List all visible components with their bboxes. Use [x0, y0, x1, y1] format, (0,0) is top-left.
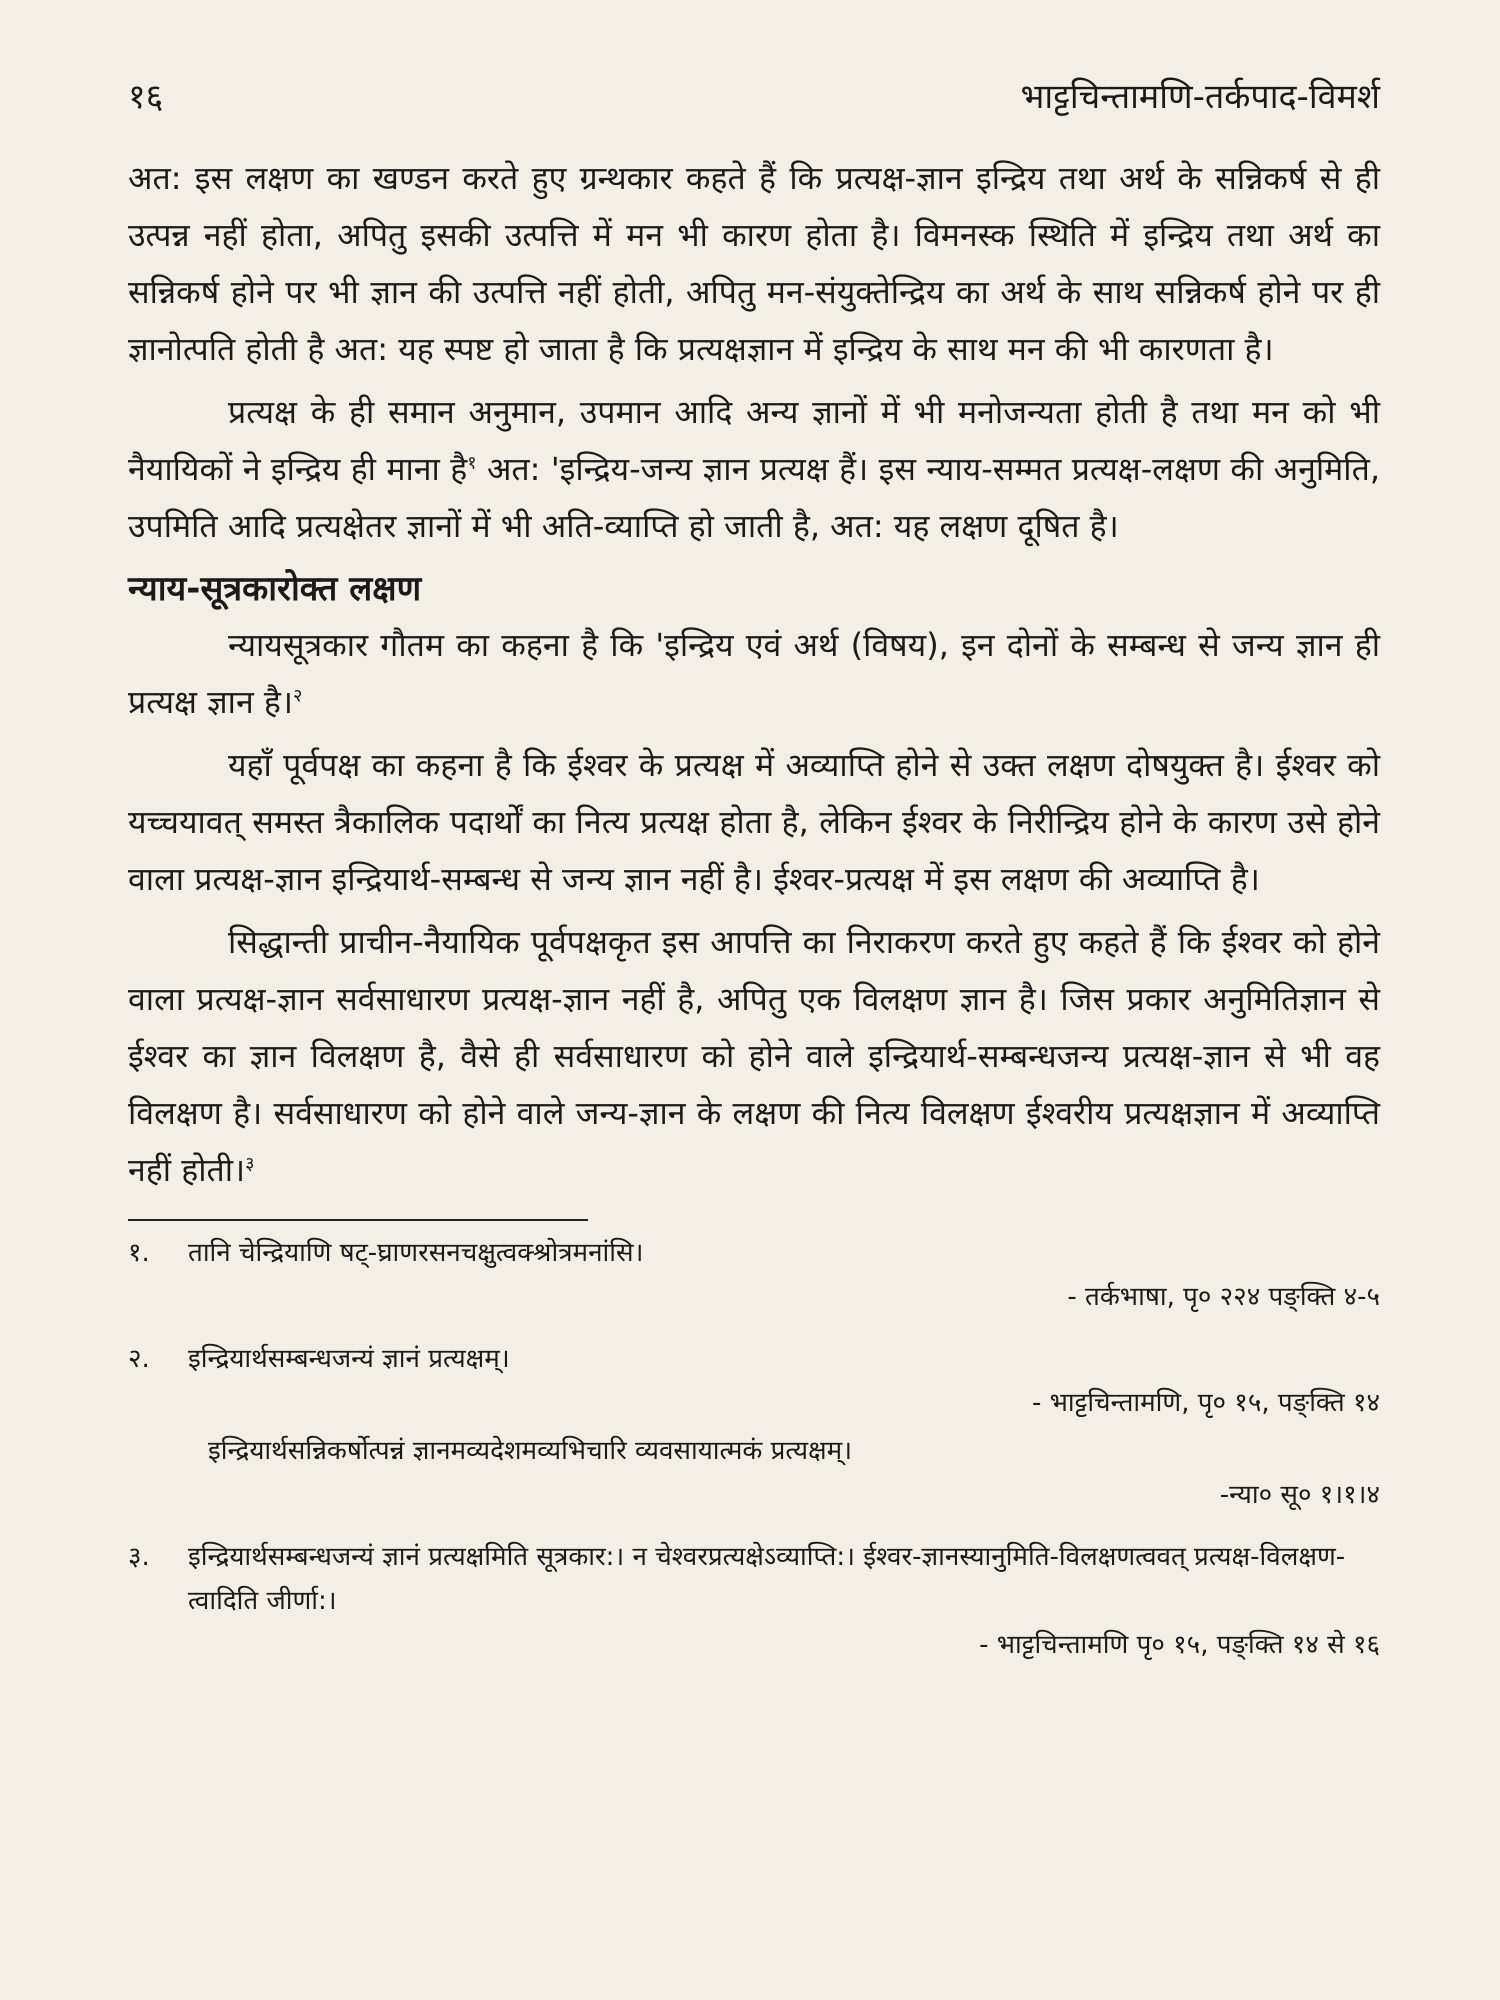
footnote-divider — [128, 1219, 588, 1221]
page-header — [128, 72, 1380, 122]
paragraph: यहाँ पूर्वपक्ष का कहना है कि ईश्वर के प्रत्यक्ष में अव्याप्ति होने से उक्त लक्षण दोषयुक्त है। ईश्वर को यच्चयावत् समस्त त्रैकालिक पदार्थों का नित्य प्रत्यक्ष होता है, लेकिन ईश्वर के निरीन्द्रिय होने के कारण उसे होने वाला प्रत्यक्ष-ज्ञान इन्द्रियार्थ-सम्बन्ध से जन्य ज्ञान नहीं है। ईश्वर-प्रत्यक्ष में इस लक्षण की अव्याप्ति है। — [128, 746, 1380, 898]
footnote-number: २. — [128, 1344, 150, 1374]
footnote-ref: १ — [467, 452, 477, 474]
main-text — [128, 150, 1380, 1685]
paragraph — [128, 617, 1380, 731]
section-heading: न्याय-सूत्रकारोक्त लक्षण — [128, 569, 422, 609]
page-number: १६ — [128, 77, 164, 117]
footnote-source: - तर्कभाषा, पृ० २२४ पङ्क्ति ४-५ — [1067, 1282, 1380, 1312]
running-title: भाट्टचिन्तामणि-तर्कपाद-विमर्श — [1020, 77, 1380, 117]
footnote-text: इन्द्रियार्थसम्बन्धजन्यं ज्ञानं प्रत्यक्षमिति सूत्रकार:। न चेश्वरप्रत्यक्षेऽव्याप्ति:। ईश्वर-ज्ञानस्यानुमिति-विलक्षणत्ववत् प्रत्यक्ष-विलक्षण-त्वादिति जीर्णा:। — [188, 1542, 1346, 1616]
footnote-source: -न्या० सू० १।१।४ — [1219, 1480, 1380, 1510]
paragraph — [128, 384, 1380, 555]
footnote — [128, 1535, 1380, 1623]
footnote-text: इन्द्रियार्थसम्बन्धजन्यं ज्ञानं प्रत्यक्षम्। — [188, 1344, 510, 1374]
footnote-text: तानि चेन्द्रियाणि षट्-घ्राणरसनचक्षुत्वक्श्रोत्रमनांसि। — [188, 1238, 644, 1268]
footnote-number: ३. — [128, 1542, 150, 1572]
footnote-text: इन्द्रियार्थसन्निकर्षोत्पन्नं ज्ञानमव्यदेशमव्यभिचारि व्यवसायात्मकं प्रत्यक्षम्। — [208, 1436, 853, 1466]
paragraph-text: प्रत्यक्ष के ही समान अनुमान, उपमान आदि अन्य ज्ञानों में भी मनोजन्यता होती है तथा मन को भी नैयायिकों ने इन्द्रिय ही माना है — [128, 393, 1380, 488]
footnote-source: - भाट्टचिन्तामणि पृ० १५, पङ्क्ति १४ से १६ — [979, 1630, 1380, 1660]
footnote-number: १. — [128, 1238, 150, 1268]
footnote-ref: ३ — [245, 1153, 255, 1175]
footnote — [128, 1231, 1380, 1275]
footnote-ref: २ — [293, 685, 303, 707]
footnote-source: - भाट्टचिन्तामणि, पृ० १५, पङ्क्ति १४ — [1031, 1388, 1380, 1418]
paragraph-text: न्यायसूत्रकार गौतम का कहना है कि 'इन्द्रिय एवं अर्थ (विषय), इन दोनों के सम्बन्ध से जन्य ज्ञान ही प्रत्यक्ष ज्ञान है। — [128, 626, 1380, 721]
footnote — [128, 1337, 1380, 1381]
paragraph-text: अत: 'इन्द्रिय-जन्य ज्ञान प्रत्यक्ष हैं। इस न्याय-सम्मत प्रत्यक्ष-लक्षण की अनुमिति, उपमिति आदि प्रत्यक्षेतर ज्ञानों में भी अति-व्याप्ति हो जाती है, अत: यह लक्षण दूषित है। — [128, 450, 1380, 545]
paragraph — [128, 914, 1380, 1199]
paragraph: अत: इस लक्षण का खण्डन करते हुए ग्रन्थकार कहते हैं कि प्रत्यक्ष-ज्ञान इन्द्रिय तथा अर्थ के सन्निकर्ष से ही उत्पन्न नहीं होता, अपितु इसकी उत्पत्ति में मन भी कारण होता है। विमनस्क स्थिति में इन्द्रिय तथा अर्थ का सन्निकर्ष होने पर भी ज्ञान की उत्पत्ति नहीं होती, अपितु मन-संयुक्तेन्द्रिय का अर्थ के साथ सन्निकर्ष होने पर ही ज्ञानोत्पति होती है अत: यह स्पष्ट हो जाता है कि प्रत्यक्षज्ञान में इन्द्रिय के साथ मन की भी कारणता है। — [128, 159, 1380, 368]
paragraph-text: सिद्धान्ती प्राचीन-नैयायिक पूर्वपक्षकृत इस आपत्ति का निराकरण करते हुए कहते हैं कि ईश्वर को होने वाला प्रत्यक्ष-ज्ञान सर्वसाधारण प्रत्यक्ष-ज्ञान नहीं है, अपितु एक विलक्षण ज्ञान है। जिस प्रकार अनुमितिज्ञान से ईश्वर का ज्ञान विलक्षण है, वैसे ही सर्वसाधारण को होने वाले इन्द्रियार्थ-सम्बन्धजन्य प्रत्यक्ष-ज्ञान से भी वह विलक्षण है। सर्वसाधारण को होने वाले जन्य-ज्ञान के लक्षण की नित्य विलक्षण ईश्वरीय प्रत्यक्षज्ञान में अव्याप्ति नहीं होती। — [128, 923, 1380, 1189]
